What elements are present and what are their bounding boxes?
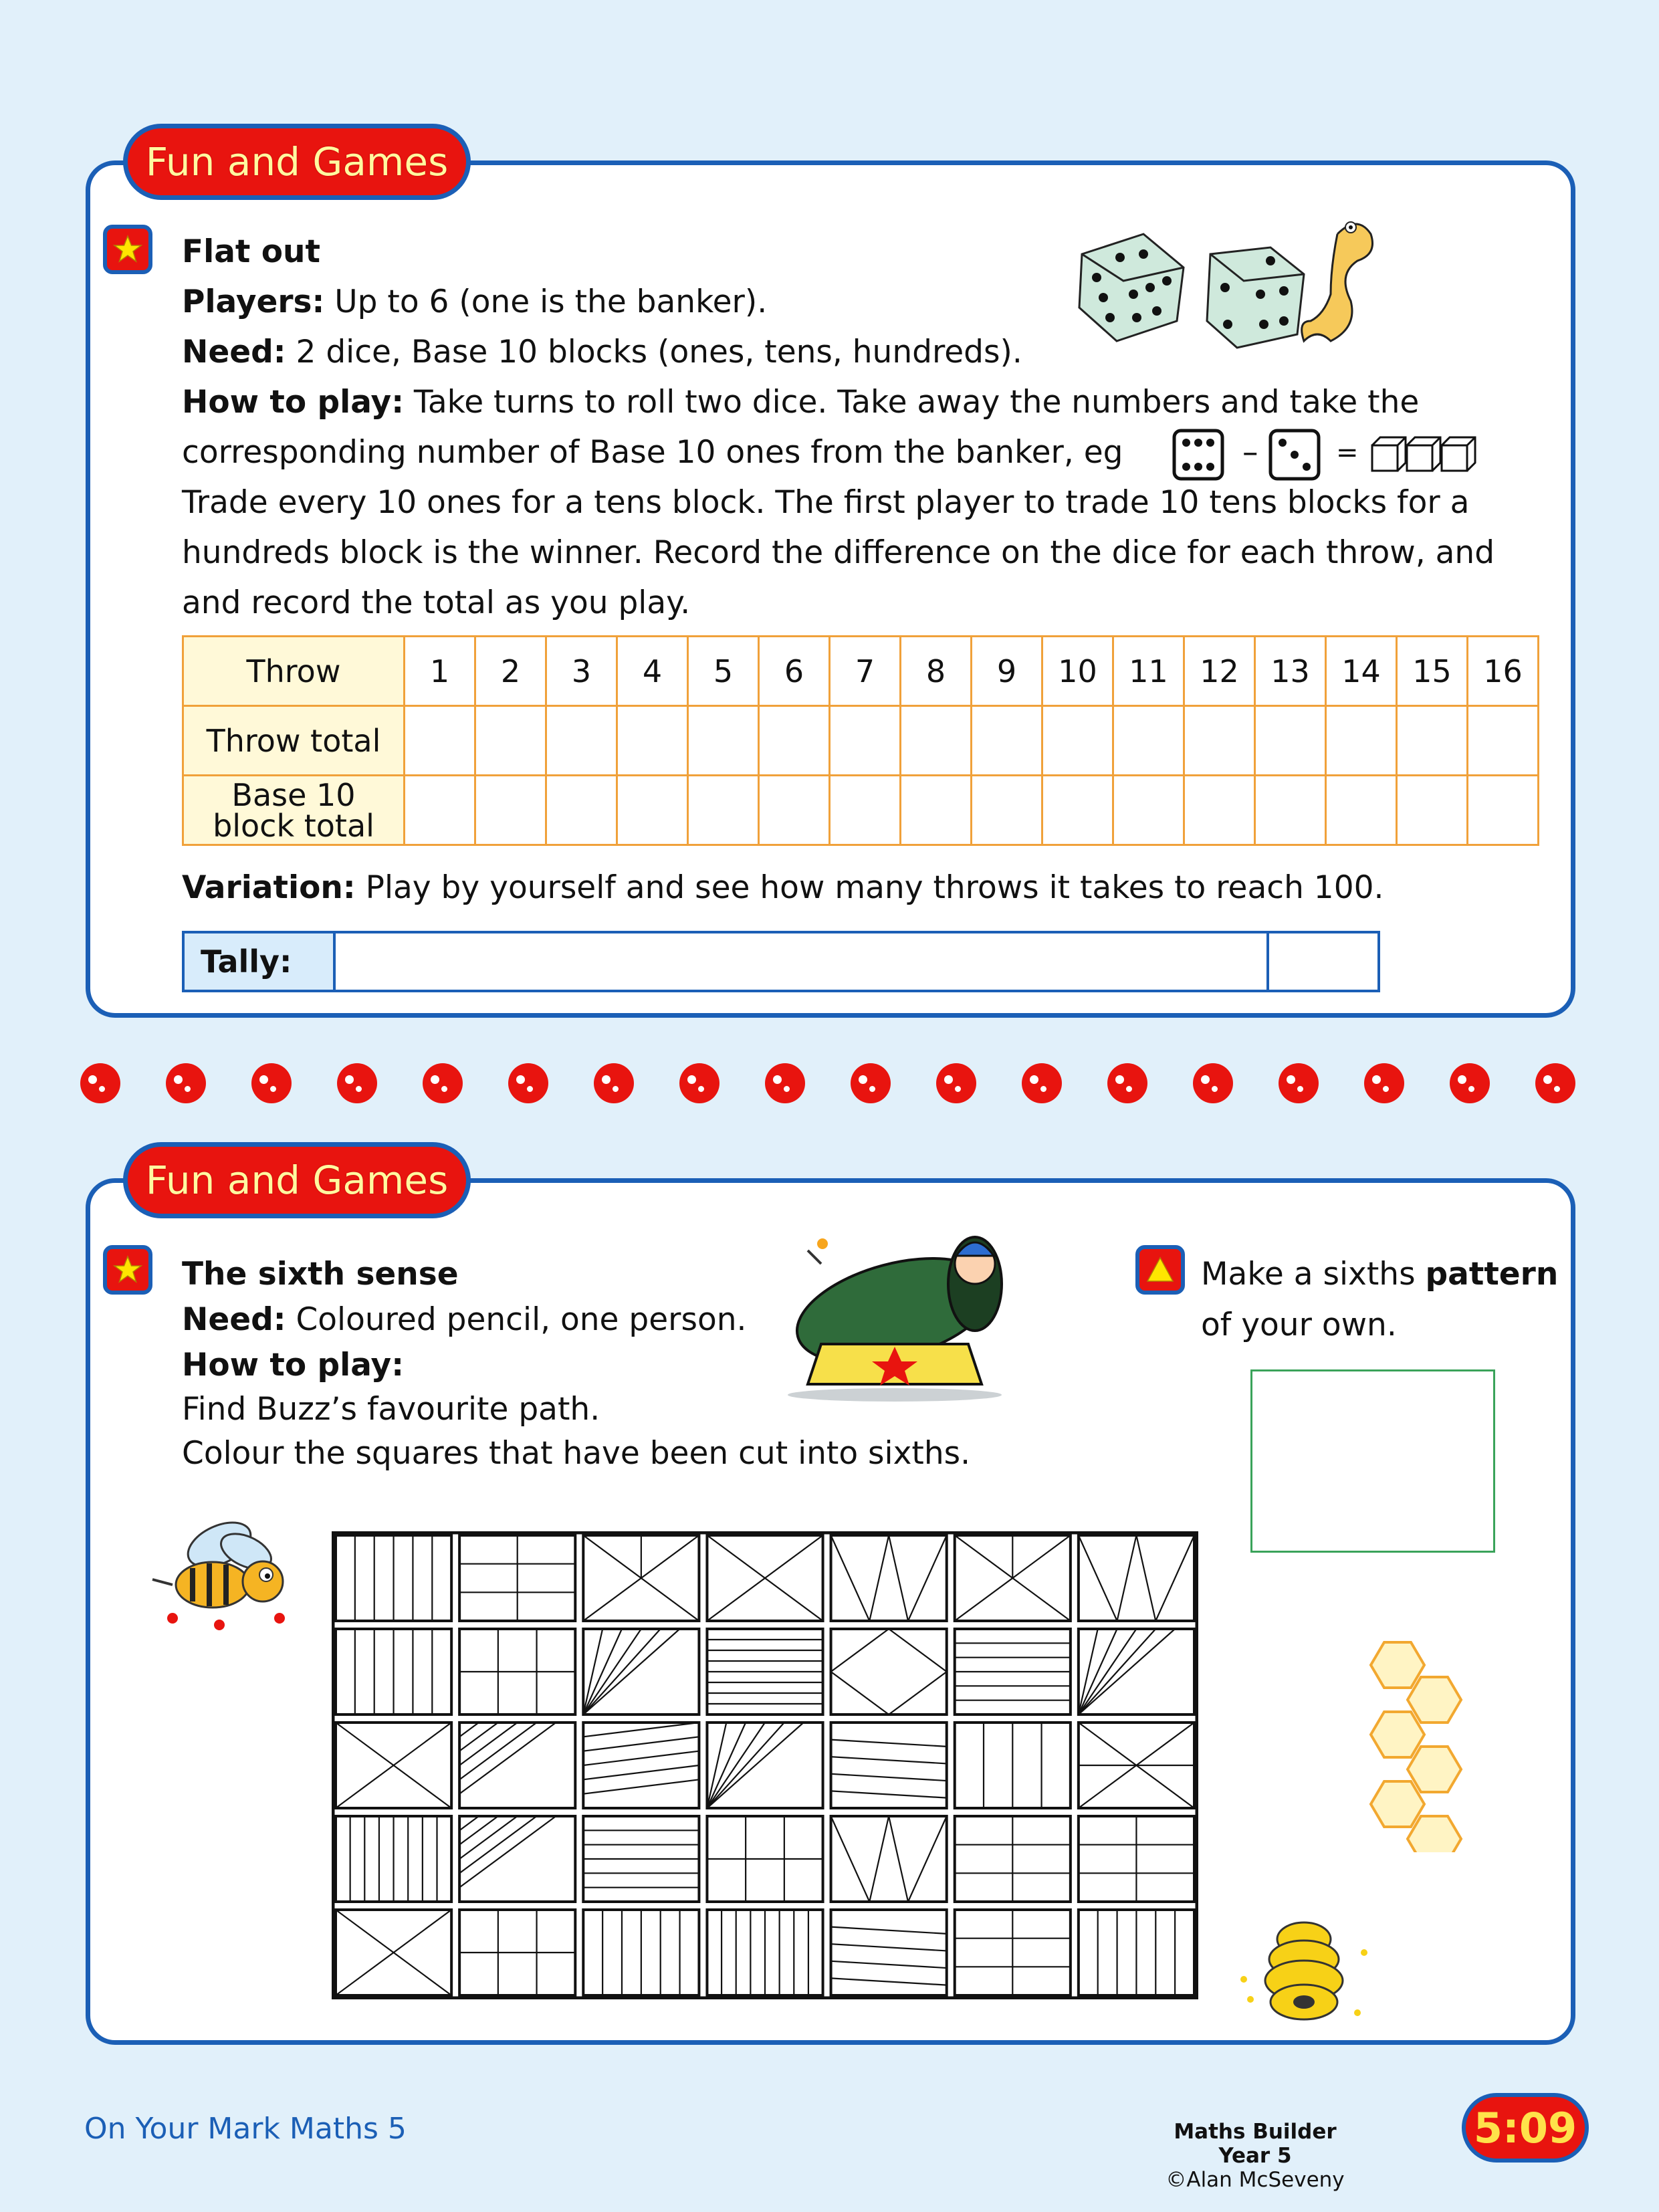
grid-square[interactable] — [831, 1816, 947, 1902]
red-dot-icon — [936, 1063, 976, 1103]
answer-cell[interactable] — [901, 776, 972, 845]
throw-number: 13 — [1255, 637, 1326, 706]
equals-sign: = — [1336, 437, 1359, 468]
throw-number: 14 — [1326, 637, 1397, 706]
grid-square[interactable] — [831, 1535, 947, 1621]
grid-square[interactable] — [459, 1816, 575, 1902]
beehive-illustration — [1224, 1912, 1377, 2033]
table-row — [183, 776, 1539, 845]
throw-number: 7 — [830, 637, 901, 706]
answer-cell[interactable] — [1255, 706, 1326, 776]
answer-cell[interactable] — [475, 776, 546, 845]
throw-number: 10 — [1042, 637, 1113, 706]
throw-number: 4 — [617, 637, 688, 706]
red-dot-icon — [251, 1063, 292, 1103]
answer-cell[interactable] — [1326, 706, 1397, 776]
book-title: Maths Builder Year 5 — [1174, 2120, 1337, 2168]
answer-cell[interactable] — [688, 776, 759, 845]
throw-table — [182, 635, 1539, 846]
grid-square[interactable] — [707, 1723, 822, 1808]
red-dot-icon — [765, 1063, 805, 1103]
red-dot-icon — [508, 1063, 548, 1103]
game-title: Flat out — [182, 233, 320, 270]
buzz-bee-illustration — [146, 1518, 306, 1645]
red-dot-icon — [1022, 1063, 1062, 1103]
throw-number: 1 — [405, 637, 475, 706]
game-title: The sixth sense — [182, 1256, 459, 1293]
red-dot-icon — [851, 1063, 891, 1103]
throw-number: 12 — [1184, 637, 1255, 706]
sixths-puzzle-grid[interactable] — [332, 1531, 1198, 1999]
red-dot-icon — [594, 1063, 634, 1103]
book-credit — [1145, 2120, 1365, 2192]
answer-cell[interactable] — [1397, 706, 1468, 776]
red-dot-icon — [679, 1063, 720, 1103]
cannon-illustration — [781, 1204, 1062, 1404]
throw-number: 8 — [901, 637, 972, 706]
star-badge-icon — [103, 225, 152, 274]
red-dot-icon — [1450, 1063, 1490, 1103]
row-label-block-total: Base 10 block total — [183, 776, 405, 845]
answer-cell[interactable] — [1468, 706, 1539, 776]
table-row — [183, 637, 1539, 706]
answer-cell[interactable] — [759, 706, 830, 776]
table-row — [183, 706, 1539, 776]
answer-cell[interactable] — [617, 776, 688, 845]
answer-cell[interactable] — [901, 706, 972, 776]
star-badge-icon — [103, 1245, 152, 1295]
answer-cell[interactable] — [759, 776, 830, 845]
answer-cell[interactable] — [1113, 706, 1184, 776]
answer-cell[interactable] — [1397, 776, 1468, 845]
throw-number: 16 — [1468, 637, 1539, 706]
grid-square[interactable] — [583, 1629, 699, 1715]
red-dot-icon — [1364, 1063, 1404, 1103]
variation-line: Variation: Play by yourself and see how many throws it takes to reach 100. — [182, 869, 1384, 906]
copyright: ©Alan McSeveny — [1166, 2168, 1345, 2192]
tally-label: Tally: — [182, 931, 336, 992]
series-title: On Your Mark Maths 5 — [84, 2112, 407, 2146]
answer-cell[interactable] — [1468, 776, 1539, 845]
grid-square[interactable] — [831, 1629, 947, 1715]
answer-cell[interactable] — [405, 706, 475, 776]
answer-cell[interactable] — [688, 706, 759, 776]
howto-label: How to play: — [182, 1347, 404, 1384]
answer-cell[interactable] — [830, 776, 901, 845]
row-label-throw-total: Throw total — [183, 706, 405, 776]
red-dot-icon — [80, 1063, 120, 1103]
answer-cell[interactable] — [1042, 706, 1113, 776]
grid-square[interactable] — [1079, 1629, 1194, 1715]
throw-number: 2 — [475, 637, 546, 706]
answer-cell[interactable] — [830, 706, 901, 776]
dice-and-worm-illustration — [1070, 207, 1377, 354]
minus-sign: – — [1242, 434, 1258, 471]
row-label-throw: Throw — [183, 637, 405, 706]
section-tab: Fun and Games — [123, 1142, 471, 1218]
throw-number: 15 — [1397, 637, 1468, 706]
answer-cell[interactable] — [972, 776, 1042, 845]
red-dot-icon — [1107, 1063, 1147, 1103]
throw-number: 9 — [972, 637, 1042, 706]
howto-line-5: and record the total as you play. — [182, 584, 691, 621]
need-line: Need: 2 dice, Base 10 blocks (ones, tens, hundreds). — [182, 334, 1022, 370]
pattern-instruction-line-2: of your own. — [1201, 1307, 1397, 1343]
tally-total-input[interactable] — [1266, 931, 1380, 992]
grid-square[interactable] — [459, 1723, 575, 1808]
instruction-line-1: Find Buzz’s favourite path. — [182, 1391, 600, 1428]
howto-line-3: Trade every 10 ones for a tens block. The first player to trade 10 tens blocks for a — [182, 484, 1470, 521]
answer-cell[interactable] — [546, 706, 617, 776]
red-dot-icon — [166, 1063, 206, 1103]
howto-line-4: hundreds block is the winner. Record the difference on the dice for each throw, and — [182, 534, 1495, 571]
players-line: Players: Up to 6 (one is the banker). — [182, 284, 768, 320]
throw-number: 11 — [1113, 637, 1184, 706]
throw-number: 3 — [546, 637, 617, 706]
red-dot-icon — [1279, 1063, 1319, 1103]
red-dot-icon — [423, 1063, 463, 1103]
answer-cell[interactable] — [546, 776, 617, 845]
howto-line-2: corresponding number of Base 10 ones from the banker, eg — [182, 434, 1123, 471]
answer-cell[interactable] — [972, 706, 1042, 776]
answer-cell[interactable] — [1113, 776, 1184, 845]
grid-square[interactable] — [831, 1723, 947, 1808]
answer-cell[interactable] — [617, 706, 688, 776]
throw-number: 5 — [688, 637, 759, 706]
howto-line-1: How to play: Take turns to roll two dice. Take away the numbers and take the — [182, 384, 1420, 421]
triangle-badge-icon — [1135, 1245, 1185, 1295]
answer-cell[interactable] — [405, 776, 475, 845]
red-dot-icon — [1193, 1063, 1233, 1103]
honeycomb-illustration — [1364, 1638, 1511, 1852]
answer-cell[interactable] — [1184, 706, 1255, 776]
pattern-drawing-box[interactable] — [1250, 1369, 1495, 1553]
dot-divider — [80, 1063, 1591, 1103]
grid-square[interactable] — [831, 1910, 947, 1995]
tally-input[interactable] — [333, 931, 1269, 992]
pattern-instruction-line-1: Make a sixths pattern — [1201, 1256, 1559, 1293]
answer-cell[interactable] — [1042, 776, 1113, 845]
page-number-badge: 5:09 — [1462, 2093, 1589, 2163]
need-line: Need: Coloured pencil, one person. — [182, 1301, 747, 1338]
answer-cell[interactable] — [475, 706, 546, 776]
answer-cell[interactable] — [1184, 776, 1255, 845]
answer-cell[interactable] — [1255, 776, 1326, 845]
red-dot-icon — [1535, 1063, 1575, 1103]
grid-square[interactable] — [1079, 1535, 1194, 1621]
answer-cell[interactable] — [1326, 776, 1397, 845]
dice-example-icon — [1172, 428, 1492, 481]
red-dot-icon — [337, 1063, 377, 1103]
instruction-line-2: Colour the squares that have been cut into sixths. — [182, 1435, 971, 1472]
throw-number: 6 — [759, 637, 830, 706]
section-tab: Fun and Games — [123, 124, 471, 200]
